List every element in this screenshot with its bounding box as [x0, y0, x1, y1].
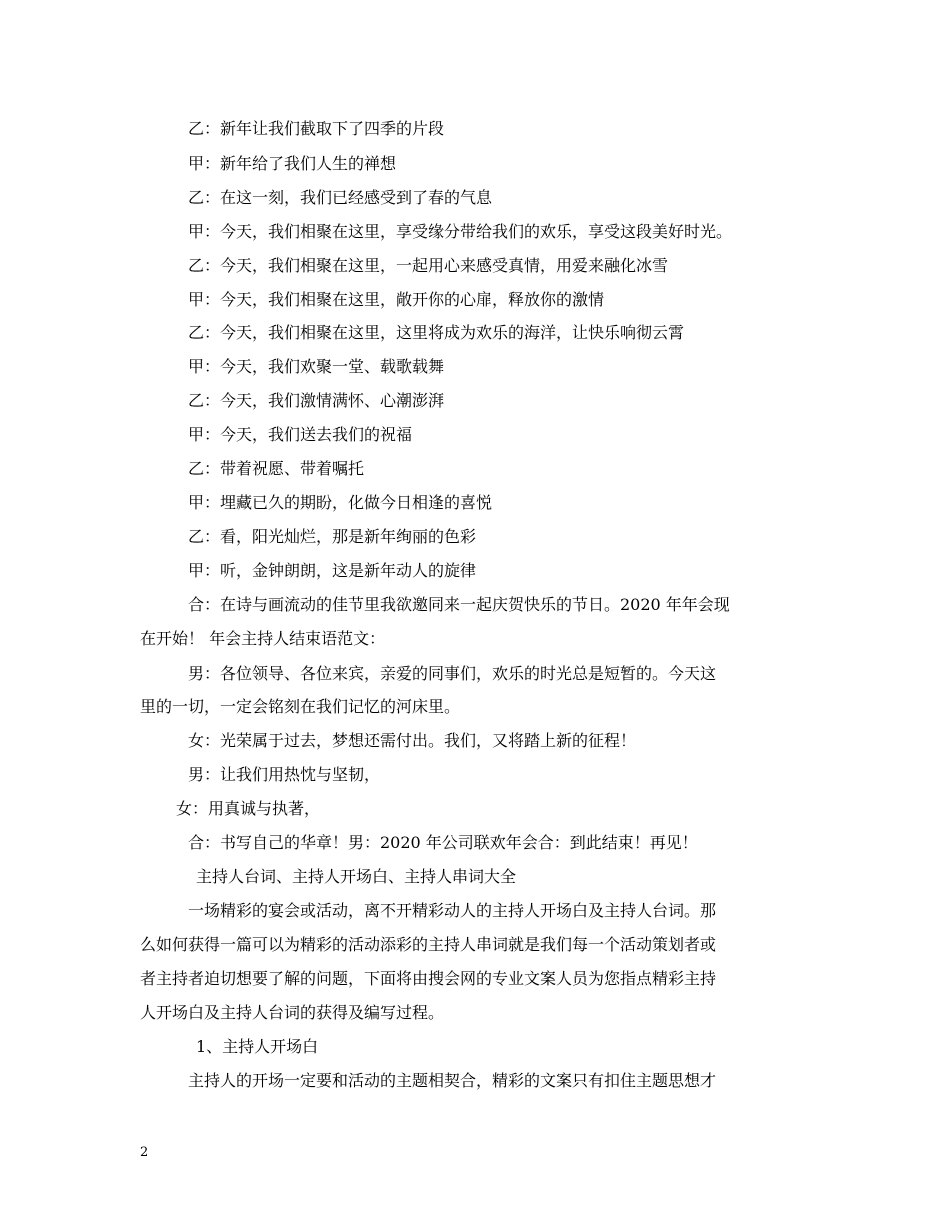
text-line: 主持人的开场一定要和活动的主题相契合，精彩的文案只有扣住主题思想才	[188, 1071, 717, 1090]
text-line: 乙：看，阳光灿烂，那是新年绚丽的色彩	[188, 527, 477, 546]
text-line: 么如何获得一篇可以为精彩的活动添彩的主持人串词就是我们每一个活动策划者或	[140, 935, 717, 954]
section-heading: 主持人台词、主持人开场白、主持人串词大全	[196, 867, 517, 886]
text-line: 乙：带着祝愿、带着嘱托	[188, 459, 365, 478]
text-line: 男：让我们用热忱与坚韧，	[188, 765, 381, 784]
text-line: 里的一切，一定会铭刻在我们记忆的河床里。	[140, 697, 461, 716]
text-line: 男：各位领导、各位来宾，亲爱的同事们，欢乐的时光总是短暂的。今天这	[188, 664, 717, 683]
section-heading: 1、主持人开场白	[196, 1037, 319, 1056]
text-line: 乙：今天，我们相聚在这里，这里将成为欢乐的海洋，让快乐响彻云霄	[188, 323, 685, 342]
text-line: 女：光荣属于过去，梦想还需付出。我们，又将踏上新的征程！	[188, 731, 637, 750]
text-line: 合：书写自己的华章！男：2020 年公司联欢年会合：到此结束！再见！	[188, 833, 698, 852]
text-line: 者主持者迫切想要了解的问题，下面将由搜会网的专业文案人员为您指点精彩主持	[140, 969, 717, 988]
text-line: 女：用真诚与执著，	[176, 799, 321, 818]
text-line: 甲：今天，我们送去我们的祝福	[188, 425, 413, 444]
page-number: 2	[140, 1145, 149, 1160]
text-line: 乙：今天，我们激情满怀、心潮澎湃	[188, 391, 445, 410]
text-line: 甲：听，金钟朗朗，这是新年动人的旋律	[188, 561, 477, 580]
text-line: 乙：新年让我们截取下了四季的片段	[188, 119, 445, 138]
text-line: 甲：今天，我们欢聚一堂、载歌载舞	[188, 357, 445, 376]
text-line: 乙：在这一刻，我们已经感受到了春的气息	[188, 188, 493, 207]
text-line: 甲：今天，我们相聚在这里，敞开你的心扉，释放你的激情	[188, 290, 605, 309]
text-line: 甲：今天，我们相聚在这里，享受缘分带给我们的欢乐，享受这段美好时光。	[188, 222, 733, 241]
text-line: 合：在诗与画流动的佳节里我欲邀同来一起庆贺快乐的节日。2020 年年会现	[188, 595, 730, 614]
text-line: 甲：新年给了我们人生的禅想	[188, 154, 397, 173]
text-line: 在开始！ 年会主持人结束语范文：	[140, 629, 386, 648]
text-line: 乙：今天，我们相聚在这里，一起用心来感受真情，用爱来融化冰雪	[188, 256, 669, 275]
text-line: 人开场白及主持人台词的获得及编写过程。	[140, 1003, 445, 1022]
text-line: 甲：埋藏已久的期盼，化做今日相逢的喜悦	[188, 493, 493, 512]
text-line: 一场精彩的宴会或活动，离不开精彩动人的主持人开场白及主持人台词。那	[188, 901, 717, 920]
